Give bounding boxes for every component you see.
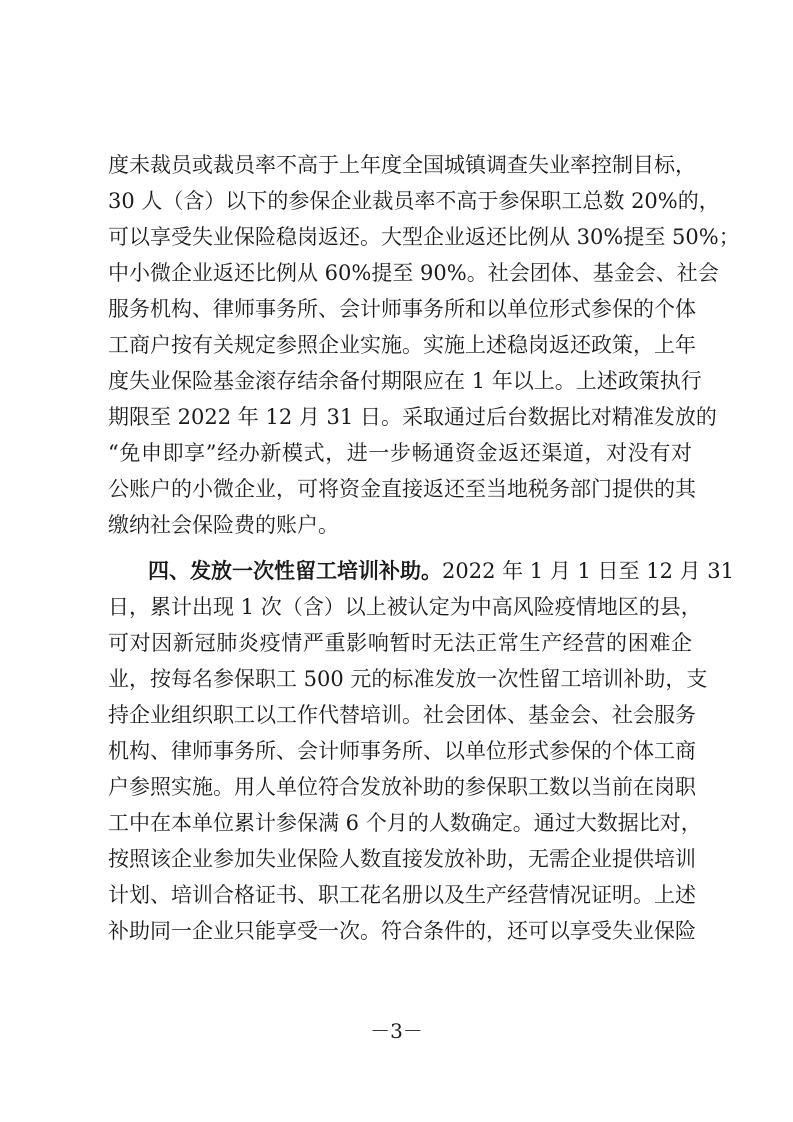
body-line: 服务机构、律师事务所、会计师事务所和以单位形式参保的个体 bbox=[108, 297, 696, 321]
body-line: 补助同一企业只能享受一次。符合条件的，还可以享受失业保险 bbox=[108, 919, 696, 943]
body-line: 户参照实施。用人单位符合发放补助的参保职工数以当前在岗职 bbox=[108, 775, 696, 799]
body-line: 日，累计出现 1 次（含）以上被认定为中高风险疫情地区的县， bbox=[108, 595, 702, 619]
body-line: 中小微企业返还比例从 60%提至 90%。社会团体、基金会、社会 bbox=[108, 261, 719, 285]
section-4-heading: 四、发放一次性留工培训补助。 bbox=[148, 558, 442, 583]
body-line: 工商户按有关规定参照企业实施。实施上述稳岗返还政策，上年 bbox=[108, 333, 696, 357]
body-line: 度未裁员或裁员率不高于上年度全国城镇调查失业率控制目标， bbox=[108, 153, 696, 177]
page-number: －3－ bbox=[370, 1019, 423, 1043]
body-line: 计划、培训合格证书、职工花名册以及生产经营情况证明。上述 bbox=[108, 883, 696, 907]
body-line: 可以享受失业保险稳岗返还。大型企业返还比例从 30%提至 50%； bbox=[108, 225, 740, 249]
body-line: 按照该企业参加失业保险人数直接发放补助，无需企业提供培训 bbox=[108, 847, 696, 871]
section-4-date-range: 2022 年 1 月 1 日至 12 月 31 bbox=[442, 559, 735, 583]
body-line: 缴纳社会保险费的账户。 bbox=[108, 513, 339, 537]
body-line: 机构、律师事务所、会计师事务所、以单位形式参保的个体工商 bbox=[108, 739, 696, 763]
body-line: “免申即享”经办新模式，进一步畅通资金返还渠道，对没有对 bbox=[108, 441, 692, 465]
body-line: 度失业保险基金滚存结余备付期限应在 1 年以上。上述政策执行 bbox=[108, 369, 702, 393]
body-line: 工中在本单位累计参保满 6 个月的人数确定。通过大数据比对， bbox=[108, 811, 702, 835]
body-line: 业，按每名参保职工 500 元的标准发放一次性留工培训补助，支 bbox=[108, 667, 708, 691]
body-line: 持企业组织职工以工作代替培训。社会团体、基金会、社会服务 bbox=[108, 703, 696, 727]
section-4-first-line bbox=[148, 557, 735, 585]
body-line: 可对因新冠肺炎疫情严重影响暂时无法正常生产经营的困难企 bbox=[108, 631, 692, 655]
body-line: 期限至 2022 年 12 月 31 日。采取通过后台数据比对精准发放的 bbox=[108, 405, 717, 429]
body-line: 公账户的小微企业，可将资金直接返还至当地税务部门提供的其 bbox=[108, 477, 696, 501]
body-line: 30 人（含）以下的参保企业裁员率不高于参保职工总数 20%的， bbox=[108, 189, 720, 213]
